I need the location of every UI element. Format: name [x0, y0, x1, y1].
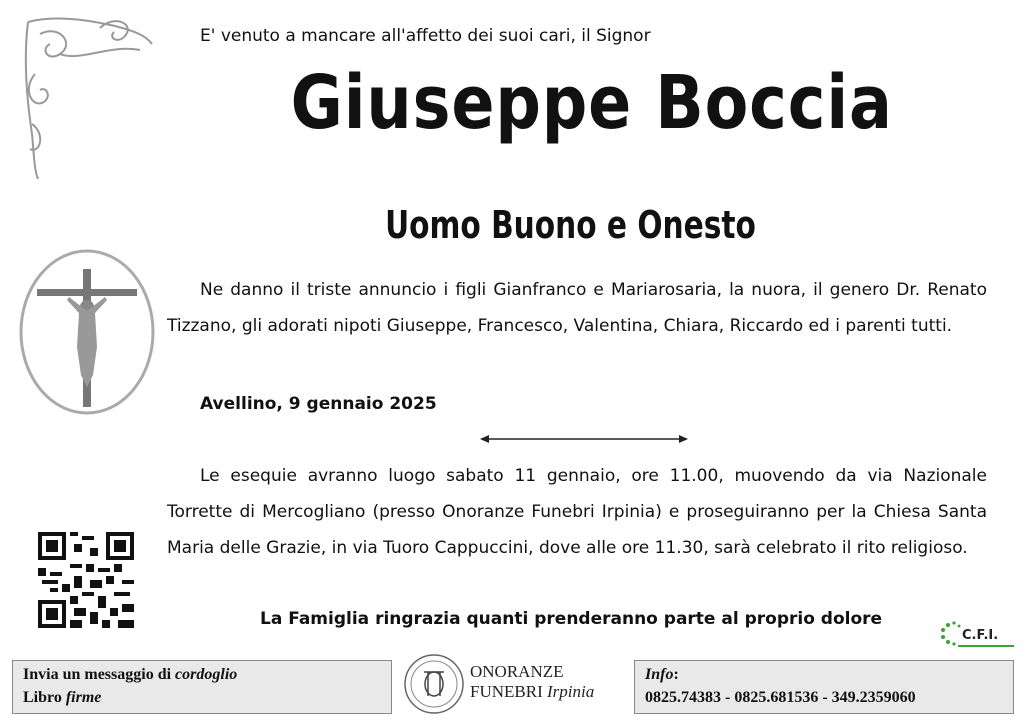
- info-label: Info:: [645, 666, 679, 683]
- condolence-link[interactable]: Invia un messaggio di cordoglio: [23, 666, 238, 683]
- intro-text: E' venuto a mancare all'affetto dei suoi cari, il Signor: [200, 26, 651, 46]
- announcement-paragraph: Ne danno il triste annuncio i figli Gianfranco e Mariarosaria, la nuora, il genero Dr. Renato Tizzano, gli adorati nipoti Giuseppe, Francesco, Valentina, Chiara, Riccardo ed i parenti tutti.: [167, 280, 987, 336]
- info-box: [634, 660, 1014, 714]
- brand-name: ONORANZE FUNEBRI Irpinia: [470, 662, 595, 701]
- epitaph: Uomo Buono e Onesto: [385, 203, 756, 247]
- double-arrow-divider-icon: [480, 432, 688, 446]
- cfi-logo-text: C.F.I.: [962, 628, 999, 643]
- funeral-paragraph: Le esequie avranno luogo sabato 11 gennaio, ore 11.00, muovendo da via Nazionale Torrette di Mercogliano (presso Onoranze Funebri Irpinia) e proseguiranno per la Chiesa Santa Maria delle Grazie, in via Tuoro Cappuccini, dove alle ore 11.30, sarà celebrato il rito religioso.: [167, 466, 987, 558]
- guestbook-link[interactable]: Libro firme: [23, 689, 102, 706]
- condolence-box[interactable]: [12, 660, 392, 714]
- qr-code-icon[interactable]: [38, 532, 134, 628]
- crucifix-icon: [17, 247, 157, 417]
- phone-numbers[interactable]: 0825.74383 - 0825.681536 - 349.2359060: [645, 689, 916, 706]
- cfi-logo-icon: [940, 617, 1016, 651]
- thanks-line: La Famiglia ringrazia quanti prenderanno parte al proprio dolore: [260, 609, 883, 629]
- place-date: Avellino, 9 gennaio 2025: [200, 394, 437, 414]
- deceased-name: Giuseppe Boccia: [290, 60, 893, 146]
- funeral-home-logo-icon: [402, 650, 466, 718]
